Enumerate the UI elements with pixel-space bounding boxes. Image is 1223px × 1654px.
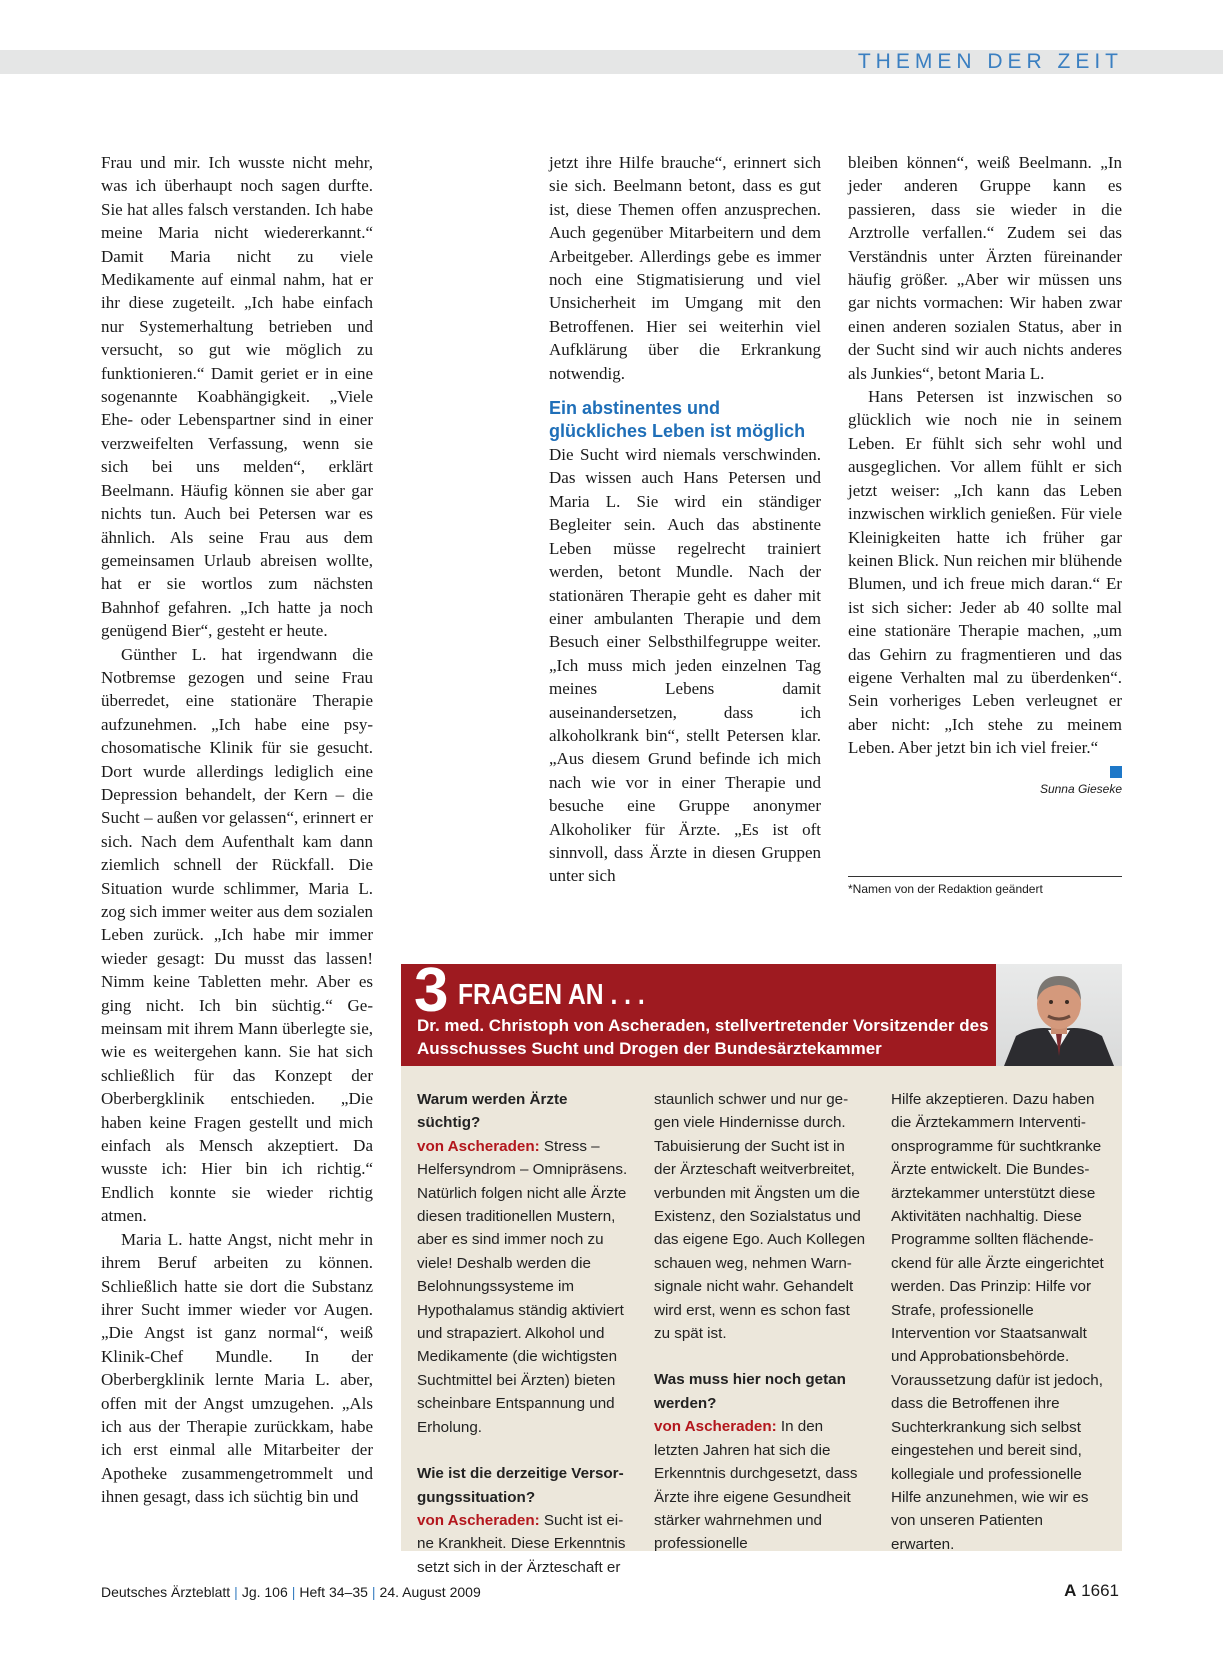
page-number-value: 1661	[1081, 1581, 1119, 1600]
paragraph: jetzt ihre Hilfe brauche“, erinnert sich sie sich. Beelmann betont, dass es gut ist, diese Themen offen anzusprechen. Auch gegenüber Mitarbeitern und dem Arbeitgeber. Allerdings gebe es immer noch eine Stigmatisierung und viel Unsicherheit im Umgang mit den Betroffenen. Hier sei weiterhin viel Aufklärung über die Erkrankung notwendig.	[549, 153, 821, 383]
paragraph: Hans Petersen ist inzwischen so glücklich wie noch nie in seinem Leben. Er fühlt sich sehr wohl und ausgeglichen. Vor allem fühlt er sich jetzt weiser: „Ich kann das Leben inzwischen wirklich genießen. Für viele Kleinigkeiten hatte ich früher gar keinen Blick. Nun reichen mir blühende Blumen, und ich freue mich daran.“ Er ist sich sicher: Jeder ab 40 sollte mal eine stationäre Therapie machen, „um das Gehirn zu fragmentieren und das eigene Verhalten mal zu überdenken“. Sein vorheriges Leben verleugnet er aber nicht: „Ich stehe zu meinem Leben. Aber jetzt bin ich viel freier.“	[848, 387, 1122, 758]
interview-answer	[654, 1415, 867, 1555]
speaker-label: von Ascheraden:	[654, 1418, 777, 1436]
paragraph: Günther L. hat irgendwann die Notbremse gezogen und seine Frau überredet, eine stationäre Therapie aufzunehmen. „Ich habe eine psychosomatische Klinik für sie gesucht. Dort wurde allerdings lediglich eine Depression behandelt, der Kern – die Sucht – außen vor gelassen“, erinnert er sich. Nach dem Aufenthalt kam dann ziemlich schnell der Rückfall. Die Situation wurde schlimmer, Maria L. zog sich immer weiter aus dem sozialen Leben zurück. „Ich habe mir immer wieder gesagt: Du musst das lassen! Nimm keine Tabletten mehr. Aber es ging nicht. Ich bin süchtig.“ Gemeinsam mit ihrem Mann überlegte sie, wie es weitergehen kann. Sie hat sich schließlich für das Konzept der Oberbergklinik entschieden. „Die haben keine Fragen gestellt und mich einfach als Mensch akzeptiert. Da wusste ich: Hier bin ich richtig.“ Endlich konnte sie wieder richtig atmen.	[101, 644, 373, 1226]
footer-citation	[101, 1582, 481, 1602]
interview-answer	[417, 1509, 630, 1579]
answer-text: Sucht ist eine Krankheit. Diese Erkenntnis setzt sich in der Ärzteschaft er	[417, 1511, 626, 1576]
box-title: FRAGEN AN . . .	[458, 979, 645, 1011]
box-number: 3	[414, 956, 449, 1025]
paragraph: bleiben können“, weiß Beelmann. „In jeder anderen Gruppe kann es passieren, dass sie wieder in die Arztrolle verfallen.“ Zudem sei das Verständnis unter Ärzten füreinander häufig größer. „Aber wir müssen uns gar nichts vormachen: Wir haben zwar einen anderen sozialen Status, aber in der Sucht sind wir auch nichts anderes als Junkies“, betont Maria L.	[848, 153, 1122, 383]
paragraph: Die Sucht wird niemals verschwinden. Das wissen auch Hans Petersen und Maria L. Sie wird ein ständiger Begleiter sein. Auch das abstinente Leben müsse regelrecht trainiert werden, betont Mundle. Nach der stationären Therapie geht es daher mit einer ambulanten Therapie und dem Besuch einer Selbsthilfegruppe weiter. „Ich muss mich jeden einzelnen Tag meines Lebens damit auseinandersetzen, dass ich alkoholkrank bin“, stellt Petersen klar. „Aus diesem Grund befinde ich mich nach wie vor in einer Therapie und besuche eine Gruppe anonymer Alkoholiker für Ärzte. „Es ist oft sinnvoll, dass Ärzte in diesen Gruppen unter sich	[549, 445, 821, 886]
interview-answer	[417, 1135, 630, 1439]
separator: |	[371, 1584, 376, 1600]
portrait-photo	[996, 964, 1122, 1066]
footnote-divider	[848, 876, 1122, 877]
interview-question: Warum werden Ärzte süchtig?	[417, 1091, 568, 1132]
interview-answer: Hilfe akzeptieren. Dazu haben die Ärztekammern Interventionsprogramme für suchtkranke Ärzte entwickelt. Die Bundesärztekammer unterstützt diese Aktivitäten nachhaltig. Diese Programme sollten flächendeckend für alle Ärzte eingerichtet werden. Das Prinzip: Hilfe vor Strafe, professionelle Intervention vor Staatsanwalt und Approbationsbehörde. Voraussetzung dafür ist jedoch, dass die Betroffenen ihre Suchterkrankung sich selbst eingestehen und bereit sind, kollegiale und professionelle Hilfe anzunehmen, wie wir es von unseren Patienten erwarten.	[891, 1091, 1104, 1553]
interview-question: Wie ist die derzeitige Versorgungssituation?	[417, 1465, 624, 1506]
end-of-article-square-icon	[1110, 766, 1122, 778]
page-letter: A	[1064, 1581, 1077, 1600]
section-title: THEMEN DER ZEIT	[857, 50, 1123, 73]
author-byline: Sunna Gieseke	[1039, 781, 1122, 796]
paragraph: Maria L. hatte Angst, nicht mehr in ihrem Beruf arbeiten zu können. Schließlich hatte sie dort die Substanz ihrer Sucht immer wieder vor Augen. „Die Angst ist ganz normal“, weiß Klinik-Chef Mundle. In der Oberbergklinik lernte Maria L. aber, offen mit der Angst umzugehen. „Als ich aus der Therapie zurückkam, habe ich erst einmal alle Mitarbeiter der Apotheke zusammengetrommelt und ihnen gesagt, dass ich süchtig bin und	[101, 1229, 373, 1507]
answer-text: Stress – Helfersyndrom – Omnipräsens. Natürlich folgen nicht alle Ärzte diesen traditionellen Mustern, aber es sind immer noch zu viele! Deshalb werden die Belohnungssysteme im Hypothalamus ständig aktiviert und strapaziert. Alkohol und Medikamente (die wichtigsten Suchtmittel bei Ärzten) bieten scheinbare Entspannung und Erholung.	[417, 1137, 628, 1436]
journal-volume: Jg. 106	[241, 1584, 288, 1600]
separator: |	[291, 1584, 296, 1600]
answer-text: In den letzten Jahren hat sich die Erkenntnis durchgesetzt, dass Ärzte ihre eigene Gesundheit stärker wahrnehmen und professionelle	[654, 1418, 858, 1553]
speaker-label: von Ascheraden:	[417, 1137, 540, 1155]
speaker-label: von Ascheraden:	[417, 1511, 540, 1529]
interview-column-3	[891, 1088, 1104, 1556]
article-column-3	[848, 151, 1122, 798]
article-column-1	[101, 151, 373, 1509]
paragraph: Frau und mir. Ich wusste nicht mehr, was ich überhaupt noch sagen durfte. Sie hat alles falsch verstanden. Ich habe meine Maria nicht wiedererkannt.“ Damit Maria nicht zu viele Medikamente auf einmal nahm, hat er ihr diese zugeteilt. „Ich habe einfach nur Systemerhaltung betrieben und versucht, so gut wie möglich zu funktionieren.“ Damit geriet er in eine sogenannte Koabhängigkeit. „Viele Ehe- oder Lebenspartner sind in einer verzweifelten Verfassung, wenn sie sich bei uns melden“, erklärt Beelmann. Häufig können sie aber gar nichts tun. Auch bei Petersen war es ähnlich. Als seine Frau aus dem gemeinsamen Urlaub abreisen wollte, hat er sie wortlos zum nächsten Bahnhof gefahren. „Ich hatte ja noch genügend Bier“, gesteht er heute.	[101, 153, 373, 641]
interview-question: Was muss hier noch getan werden?	[654, 1371, 846, 1412]
article-column-2	[549, 151, 821, 888]
interview-column-2	[654, 1088, 867, 1556]
box-subtitle: Dr. med. Christoph von Ascheraden, stellvertretender Vorsitzender des Ausschusses Sucht und Drogen der Bundesärztekammer	[417, 1016, 989, 1058]
interview-column-1	[417, 1088, 630, 1579]
portrait-illustration	[996, 964, 1122, 1066]
separator: |	[234, 1584, 238, 1600]
subheading: Ein abstinentes und glückliches Leben ist möglich	[549, 398, 806, 442]
page-number	[1064, 1580, 1119, 1602]
journal-name: Deutsches Ärzteblatt	[101, 1584, 231, 1600]
journal-date: 24. August 2009	[379, 1584, 481, 1600]
interview-answer: staunlich schwer und nur gegen viele Hindernisse durch. Tabuisierung der Sucht ist in der Ärzteschaft weitverbreitet, verbunden mit Ängsten um die Existenz, den Sozialstatus und das eigene Ego. Auch Kollegen schauen weg, nehmen Warnsignale nicht wahr. Gehandelt wird erst, wenn es schon fast zu spät ist.	[654, 1091, 866, 1343]
footnote: *Namen von der Redaktion geändert	[848, 882, 1043, 896]
journal-issue: Heft 34–35	[299, 1584, 368, 1600]
